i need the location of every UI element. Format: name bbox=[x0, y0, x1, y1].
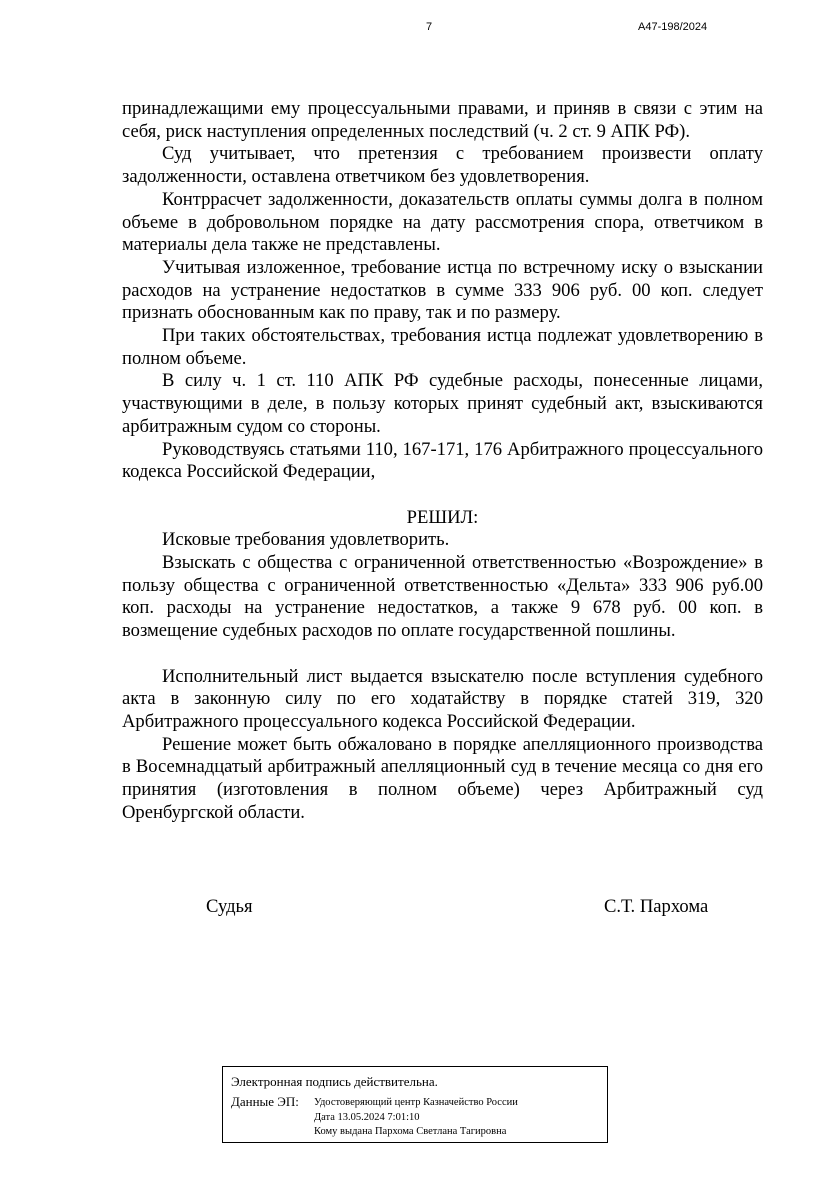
e-signature-issued-to: Кому выдана Пархома Светлана Тагировна bbox=[314, 1126, 507, 1137]
paragraph: принадлежащими ему процессуальными правами, и приняв в связи с этим на себя, риск наступления определенных последствий (ч. 2 ст. 9 АПК РФ). bbox=[122, 98, 763, 142]
paragraph: Учитывая изложенное, требование истца по встречному иску о взыскании расходов на устранение недостатков в сумме 333 906 руб. 00 коп. следует признать обоснованным как по праву, так и по размеру. bbox=[122, 256, 763, 324]
e-signature-label: Данные ЭП: bbox=[231, 1094, 299, 1109]
e-signature-stamp bbox=[222, 1066, 608, 1143]
e-signature-issuer: Удостоверяющий центр Казначейство России bbox=[314, 1097, 518, 1108]
e-signature-date: Дата 13.05.2024 7:01:10 bbox=[314, 1112, 420, 1123]
decision-item: Взыскать с общества с ограниченной ответственностью «Возрождение» в пользу общества с ограниченной ответственностью «Дельта» 333 906 руб.00 коп. расходы на устранение недостатков, а также 9 678 руб. 00 коп. в возмещение судебных расходов по оплате государственной пошлины. bbox=[122, 552, 763, 642]
decision-item: Исковые требования удовлетворить. bbox=[162, 529, 450, 551]
spacer bbox=[122, 484, 763, 507]
paragraph: Решение может быть обжаловано в порядке апелляционного производства в Восемнадцатый арбитражный апелляционный суд в течение месяца со дня его принятия (изготовления в полном объеме) через Арбитражный суд Оренбургской области. bbox=[122, 733, 763, 823]
spacer bbox=[122, 643, 763, 666]
paragraph: Контррасчет задолженности, доказательств оплаты суммы долга в полном объеме в добровольном порядке на дату рассмотрения спора, ответчиком в материалы дела также не представлены. bbox=[122, 188, 763, 256]
page-number: 7 bbox=[426, 21, 433, 33]
paragraph: Исполнительный лист выдается взыскателю после вступления судебного акта в законную силу по его ходатайству в порядке статей 319, 320 Арбитражного процессуального кодекса Российской Федерации. bbox=[122, 665, 763, 732]
signature-role: Судья bbox=[206, 896, 253, 917]
decision-heading: РЕШИЛ: bbox=[406, 506, 479, 528]
signature-name: С.Т. Пархома bbox=[604, 896, 709, 917]
case-number: А47-198/2024 bbox=[638, 21, 708, 33]
document-body bbox=[122, 98, 763, 824]
paragraph: Руководствуясь статьями 110, 167-171, 176 Арбитражного процессуального кодекса Российской Федерации, bbox=[122, 438, 763, 483]
paragraph: Суд учитывает, что претензия с требованием произвести оплату задолженности, оставлена ответчиком без удовлетворения. bbox=[122, 143, 763, 188]
paragraph: В силу ч. 1 ст. 110 АПК РФ судебные расходы, понесенные лицами, участвующими в деле, в пользу которых принят судебный акт, взыскиваются арбитражным судом со стороны. bbox=[122, 370, 763, 437]
paragraph: При таких обстоятельствах, требования истца подлежат удовлетворению в полном объеме. bbox=[122, 325, 763, 369]
e-signature-title: Электронная подпись действительна. bbox=[231, 1074, 438, 1089]
